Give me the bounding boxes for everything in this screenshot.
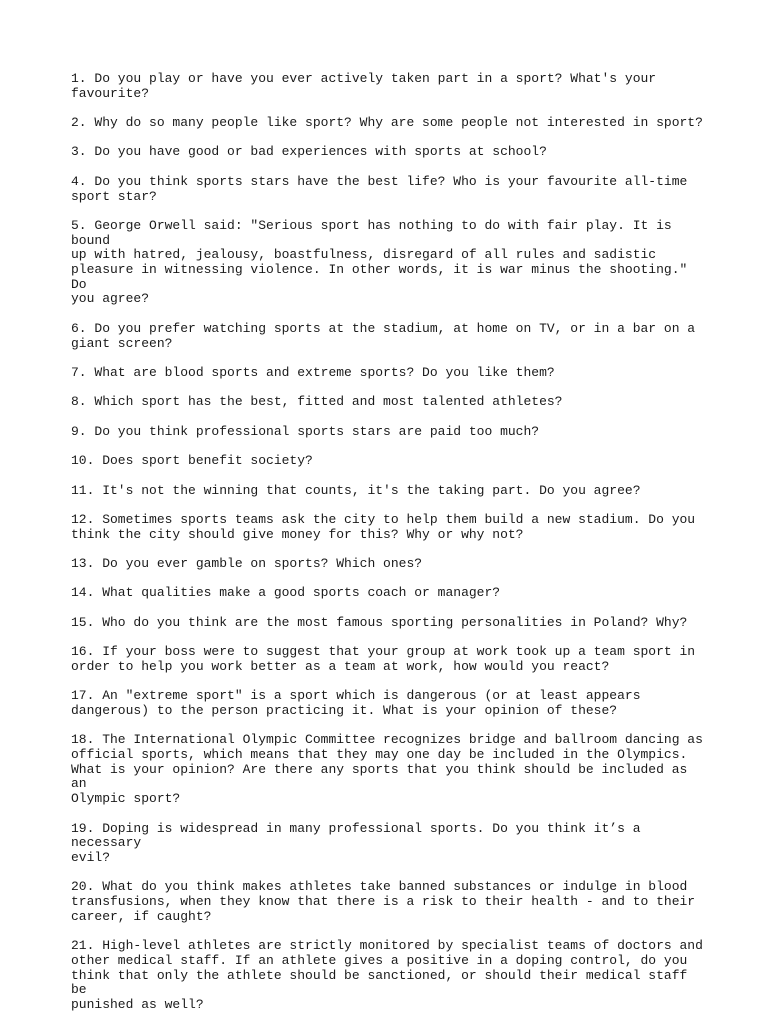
question-9: 9. Do you think professional sports stars are paid too much? bbox=[71, 423, 540, 439]
question-21: 21. High-level athletes are strictly monitored by specialist teams of doctors and other medical staff. If an athlete gives a positive in a doping control, do you think that only the athlete should be sanctioned, or should their medical staff be punished as well? bbox=[71, 938, 703, 1012]
question-3: 3. Do you have good or bad experiences with sports at school? bbox=[71, 144, 547, 160]
question-11: 11. It's not the winning that counts, it's the taking part. Do you agree? bbox=[71, 482, 641, 498]
question-20: 20. What do you think makes athletes take banned substances or indulge in blood transfusions, when they know that there is a risk to their health - and to their career, if caught? bbox=[71, 879, 696, 924]
question-19: 19. Doping is widespread in many professional sports. Do you think it’s a necessary evil? bbox=[71, 820, 641, 865]
question-16: 16. If your boss were to suggest that your group at work took up a team sport in order to help you work better as a team at work, how would you react? bbox=[71, 644, 696, 674]
question-12: 12. Sometimes sports teams ask the city to help them build a new stadium. Do you think the city should give money for this? Why or why not? bbox=[71, 511, 696, 542]
question-1: 1. Do you play or have you ever actively taken part in a sport? What's your favourite? bbox=[71, 71, 657, 101]
document-page bbox=[71, 72, 703, 1027]
question-7: 7. What are blood sports and extreme sports? Do you like them? bbox=[71, 364, 555, 380]
question-6: 6. Do you prefer watching sports at the stadium, at home on TV, or in a bar on a giant screen? bbox=[71, 320, 696, 351]
question-15: 15. Who do you think are the most famous sporting personalities in Poland? Why? bbox=[71, 614, 688, 630]
question-5: 5. George Orwell said: "Serious sport has nothing to do with fair play. It is bound up with hatred, jealousy, boastfulness, disregard of all rules and sadistic pleasure in witnessing violence. In other words, it is war minus the shooting." Do you agree? bbox=[71, 217, 688, 307]
question-14: 14. What qualities make a good sports coach or manager? bbox=[71, 585, 501, 601]
question-2: 2. Why do so many people like sport? Why are some people not interested in sport? bbox=[71, 115, 703, 131]
question-4: 4. Do you think sports stars have the best life? Who is your favourite all-time sport star? bbox=[71, 173, 688, 204]
question-8: 8. Which sport has the best, fitted and most talented athletes? bbox=[71, 394, 563, 410]
question-13: 13. Do you ever gamble on sports? Which ones? bbox=[71, 556, 423, 572]
question-18: 18. The International Olympic Committee recognizes bridge and ballroom dancing as official sports, which means that they may one day be included in the Olympics. What is your opinion? Are there any sports that you think should be included as an Olympic sport? bbox=[71, 732, 703, 807]
question-10: 10. Does sport benefit society? bbox=[71, 453, 313, 469]
question-17: 17. An "extreme sport" is a sport which is dangerous (or at least appears dangerous) to the person practicing it. What is your opinion of these? bbox=[71, 688, 641, 718]
